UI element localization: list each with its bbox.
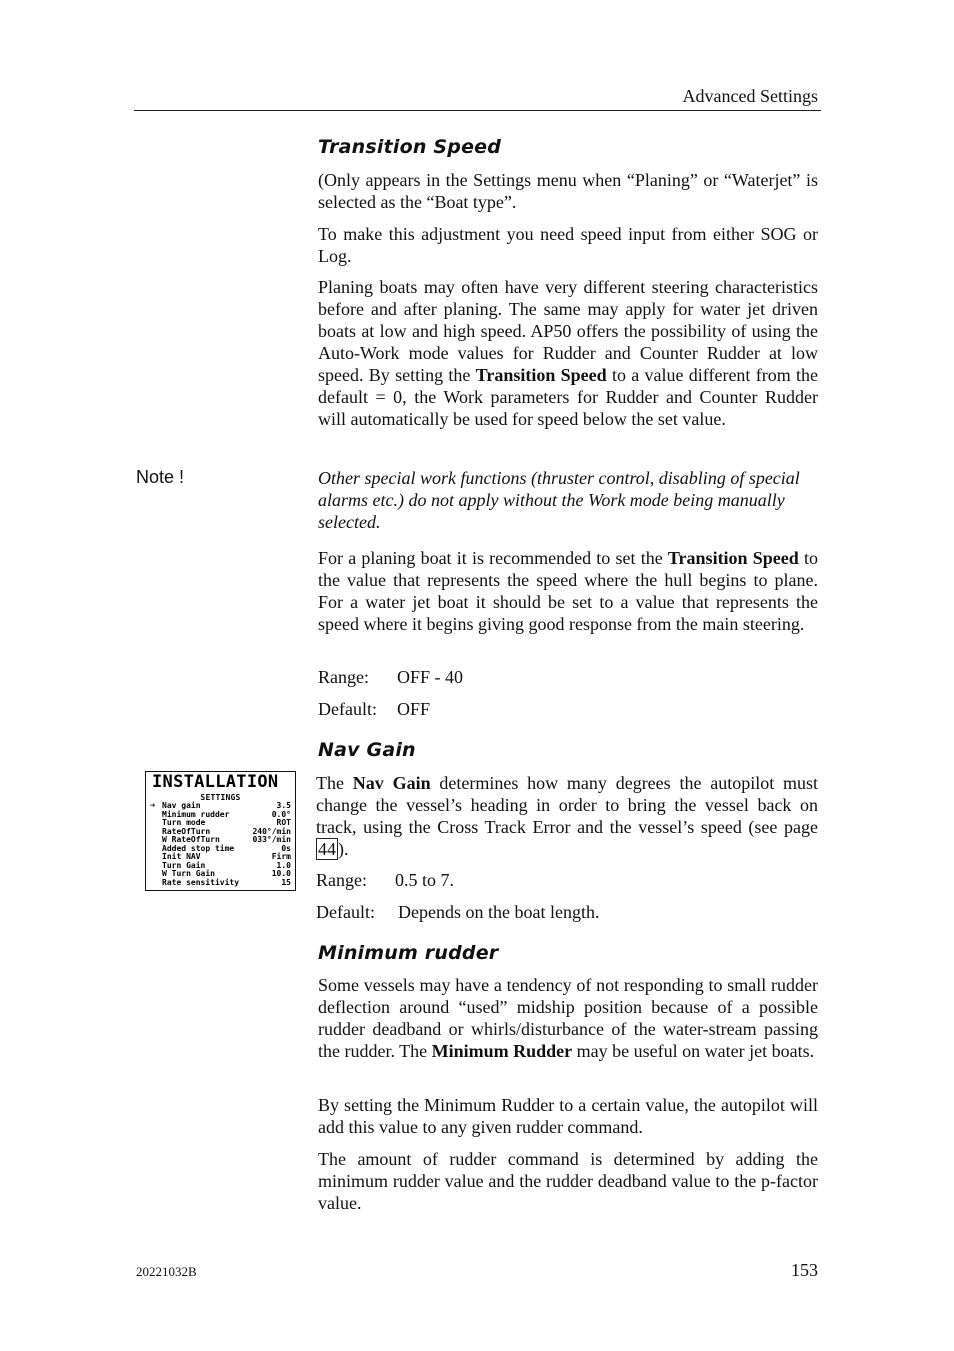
bold-term: Transition Speed (667, 548, 799, 568)
section-heading-minimum-rudder: Minimum rudder (318, 942, 499, 964)
range-value: 0.5 to 7. (395, 870, 455, 890)
screen-menu-value: 3.5 (276, 801, 291, 810)
paragraph (318, 547, 818, 635)
range-label: Range: (318, 667, 369, 687)
paragraph: (Only appears in the Settings menu when “Planing” or “Waterjet” is selected as the “Boat type”. (318, 170, 818, 212)
text-run: to the value that represents the speed where the hull begins to plane. For a water jet boat it should be set to a value that represents the speed where it begins giving good response from the main steering. (318, 548, 818, 634)
paragraph: The amount of rudder command is determined by adding the minimum rudder value and the rudder deadband value to the p-factor value. (318, 1149, 818, 1213)
section-heading-nav-gain: Nav Gain (318, 739, 416, 761)
text-run: The (316, 773, 353, 793)
default-line (316, 901, 599, 923)
page-reference-link[interactable]: 44 (318, 839, 336, 859)
screen-menu-value: 033°/min (252, 835, 291, 844)
range-value: OFF - 40 (397, 667, 464, 687)
row-spacer (150, 811, 162, 820)
screen-menu-label: W RateOfTurn (162, 835, 220, 844)
bold-term: Transition Speed (475, 365, 607, 385)
document-number: 20221032B (136, 1264, 197, 1279)
screen-menu-label: Turn Gain (162, 860, 206, 870)
paragraph: To make this adjustment you need speed input from either SOG or Log. (318, 224, 818, 266)
row-spacer (150, 870, 162, 879)
note-text: Other special work functions (thruster control, disabling of special alarms etc.) do not apply without the Work mode being manually selected. (318, 468, 800, 532)
row-spacer (150, 836, 162, 845)
text-run: ). (338, 839, 349, 859)
text-run: to a value different from the default = 0, the Work parameters for Rudder and Counter Rudder will automatically be used for speed below the set value. (318, 365, 818, 429)
screen-title: INSTALLATION (152, 772, 279, 792)
header-rule (134, 110, 821, 111)
installation-settings-screen (145, 771, 296, 891)
text-run: determines how many degrees the autopilot must change the vessel’s heading in order to bring the vessel back on track, using the Cross Track Error and the vessel’s speed (see page (316, 773, 819, 837)
default-label: Default: (316, 902, 375, 922)
screen-menu-value: ROT (276, 818, 291, 827)
screen-menu-label: Rate sensitivity (162, 877, 240, 887)
range-label: Range: (316, 870, 367, 890)
default-line (318, 698, 430, 720)
default-value: OFF (397, 699, 431, 719)
row-spacer (150, 828, 162, 837)
default-value: Depends on the boat length. (398, 902, 600, 922)
screen-menu-value: 1.0 (276, 860, 291, 870)
screen-subtitle: SETTINGS (200, 793, 241, 802)
screen-menu-list (150, 802, 293, 887)
selection-arrow-icon: ➔ (150, 801, 156, 811)
screen-menu-value: 15 (281, 877, 291, 887)
range-line (318, 666, 463, 688)
row-spacer (150, 845, 162, 854)
running-header: Advanced Settings (682, 86, 818, 106)
screen-menu-label: Turn mode (162, 818, 206, 827)
bold-term: Nav Gain (352, 773, 431, 793)
screen-menu-value: 10.0 (271, 869, 291, 878)
page-number: 153 (791, 1260, 818, 1280)
row-spacer (150, 819, 162, 828)
screen-menu-label: Nav gain (162, 801, 201, 810)
paragraph (318, 276, 818, 430)
screen-menu-label: Minimum rudder (162, 809, 230, 819)
screen-menu-value: Firm (271, 852, 291, 861)
text-run: Some vessels may have a tendency of not responding to small rudder deflection around “used” midship position because of a possible rudder deadband or whirls/disturbance of the water-stream passing the rudder. The (318, 975, 818, 1061)
note-label: Note ! (136, 467, 185, 487)
screen-menu-value: 0.0° (271, 809, 291, 819)
text-run: For a planing boat it is recommended to set the (318, 548, 668, 568)
row-spacer (150, 862, 162, 871)
screen-menu-label: Added stop time (162, 843, 235, 853)
screen-menu-value: 240°/min (252, 826, 291, 836)
paragraph (316, 772, 818, 860)
screen-menu-row (150, 879, 293, 888)
text-run: Planing boats may often have very different steering characteristics before and after planing. The same may apply for water jet driven boats at low and high speed. AP50 offers the possibility of using the Auto-Work mode values for Rudder and Counter Rudder at low speed. By setting the (318, 277, 818, 385)
screen-menu-label: W Turn Gain (162, 869, 215, 878)
paragraph (318, 974, 818, 1062)
row-spacer (150, 853, 162, 862)
paragraph: By setting the Minimum Rudder to a certain value, the autopilot will add this value to any given rudder command. (318, 1095, 818, 1137)
row-spacer (150, 879, 162, 888)
range-line (316, 869, 454, 891)
bold-term: Minimum Rudder (431, 1041, 573, 1061)
text-run: may be useful on water jet boats. (572, 1041, 815, 1061)
screen-menu-label: Init NAV (162, 852, 201, 861)
section-heading-transition-speed: Transition Speed (318, 136, 502, 158)
screen-menu-value: 0s (281, 843, 291, 853)
screen-menu-label: RateOfTurn (162, 826, 211, 836)
default-label: Default: (318, 699, 377, 719)
